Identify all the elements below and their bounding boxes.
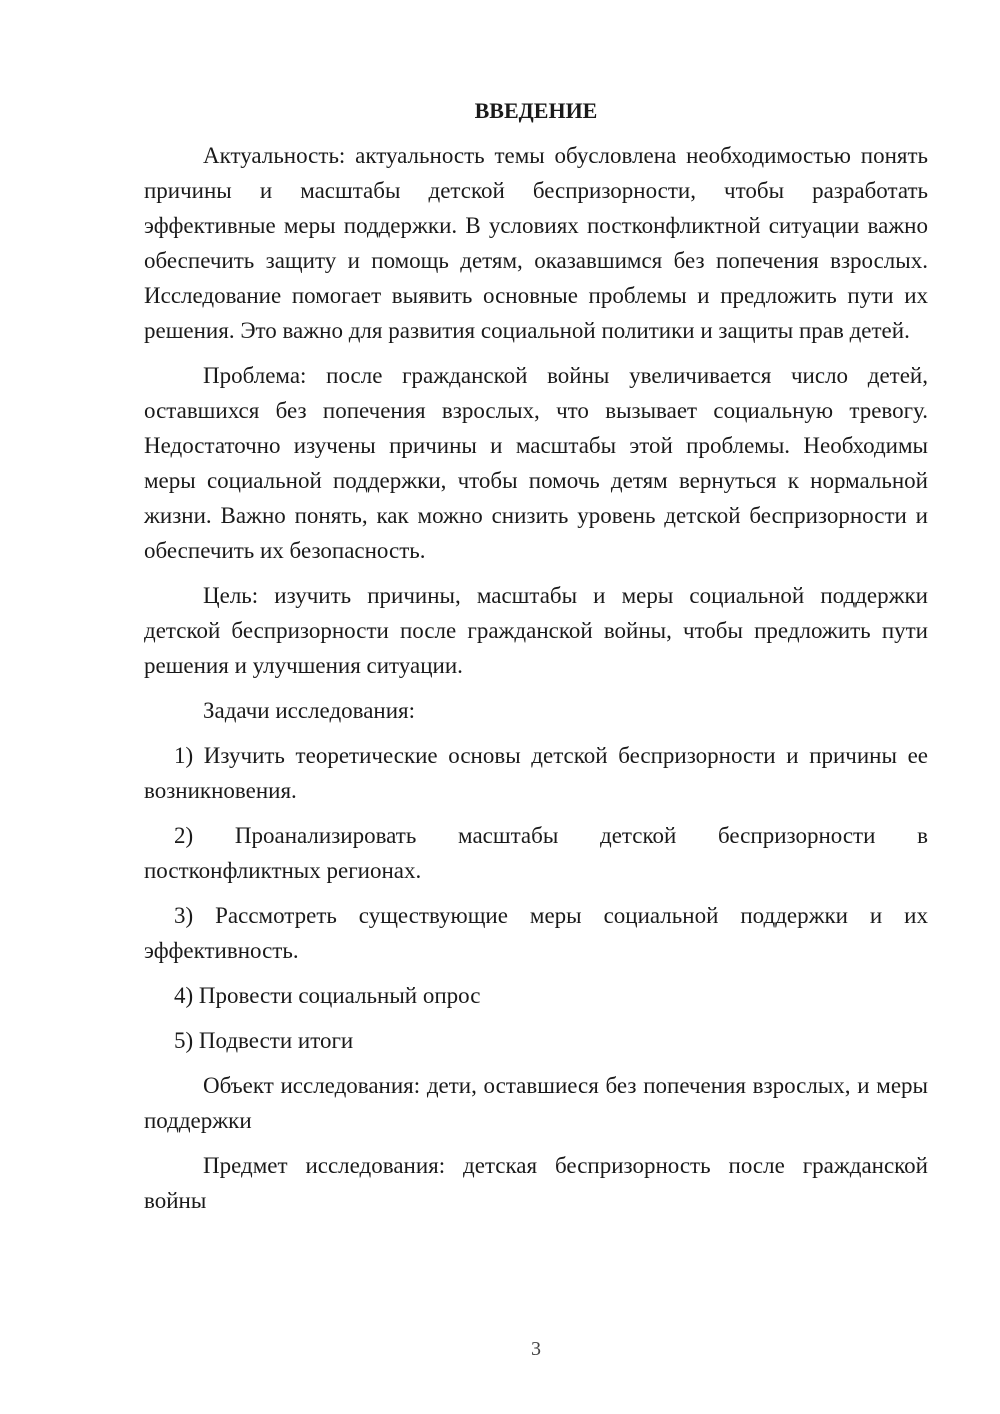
- task-item-3: 3) Рассмотреть существующие меры социальной поддержки и их эффективность.: [144, 903, 928, 963]
- paragraph-problem: Проблема: после гражданской войны увеличивается число детей, оставшихся без попечения взрослых, что вызывает социальную тревогу. Недостаточно изучены причины и масштабы этой проблемы. Необходимы меры социальной поддержки, чтобы помочь детям вернуться к нормальной жизни. Важно понять, как можно снизить уровень детской беспризорности и обеспечить их безопасность.: [144, 363, 928, 563]
- task-item-5: 5) Подвести итоги: [174, 1028, 354, 1053]
- page-content: [144, 93, 928, 1228]
- page-number: 3: [531, 1338, 541, 1360]
- paragraph-subject: Предмет исследования: детская беспризорность после гражданской войны: [144, 1153, 928, 1213]
- tasks-heading: Задачи исследования:: [203, 698, 416, 723]
- paragraph-relevance: Актуальность: актуальность темы обусловлена необходимостью понять причины и масштабы детской беспризорности, чтобы разработать эффективные меры поддержки. В условиях постконфликтной ситуации важно обеспечить защиту и помощь детям, оказавшимся без попечения взрослых. Исследование помогает выявить основные проблемы и предложить пути их решения. Это важно для развития социальной политики и защиты прав детей.: [144, 143, 928, 343]
- paragraph-goal: Цель: изучить причины, масштабы и меры социальной поддержки детской беспризорности после гражданской войны, чтобы предложить пути решения и улучшения ситуации.: [144, 583, 928, 678]
- paragraph-object: Объект исследования: дети, оставшиеся без попечения взрослых, и меры поддержки: [144, 1073, 928, 1133]
- task-item-4: 4) Провести социальный опрос: [174, 983, 481, 1008]
- task-item-1: 1) Изучить теоретические основы детской беспризорности и причины ее возникновения.: [144, 743, 928, 803]
- page-title: ВВЕДЕНИЕ: [474, 98, 598, 123]
- task-item-2: 2) Проанализировать масштабы детской беспризорности в постконфликтных регионах.: [144, 823, 928, 883]
